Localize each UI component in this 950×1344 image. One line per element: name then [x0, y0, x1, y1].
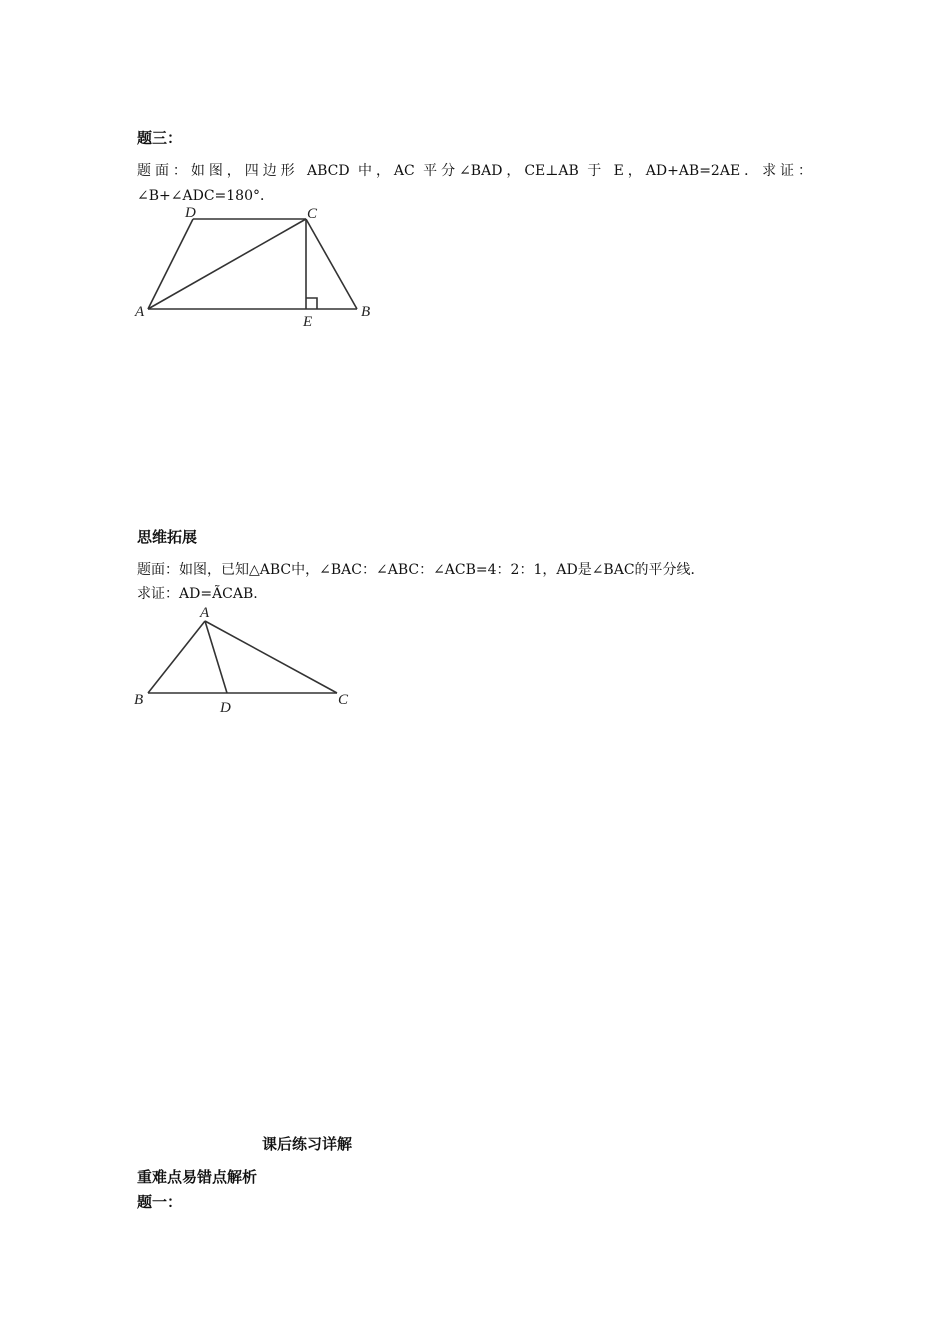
right-angle-mark [306, 298, 317, 309]
label-B: B [361, 304, 371, 320]
label-D: D [220, 700, 231, 716]
quadrilateral-figure [125, 200, 385, 330]
extension-text-line2: 求证：AD=ÃCAB. [137, 586, 258, 602]
problem3-text-line1: 题面：如图，四边形 ABCD 中，AC 平分∠BAD，CE⊥AB 于 E，AD+AB=2AE．求证： [137, 163, 812, 179]
segment-AC [205, 621, 337, 693]
label-A: A [200, 605, 210, 621]
label-B: B [134, 692, 144, 708]
label-C: C [338, 692, 349, 708]
label-E: E [303, 314, 313, 330]
triangle-figure [125, 600, 365, 720]
problem3-heading: 题三： [137, 129, 183, 147]
segment-AB [148, 621, 205, 693]
extension-text-line1: 题面：如图，已知△ABC中，∠BAC：∠ABC：∠ACB=4：2：1，AD是∠BAC的平分线． [137, 562, 705, 578]
extension-heading: 思维拓展 [137, 528, 198, 546]
segment-AC [148, 219, 306, 309]
label-D: D [185, 205, 196, 221]
section-title: 课后练习详解 [262, 1135, 353, 1153]
segment-CB [306, 219, 357, 309]
problem3-text-line2: ∠B+∠ADC=180°． [137, 188, 274, 204]
section-subtitle: 重难点易错点解析 [137, 1168, 258, 1186]
label-C: C [307, 206, 318, 222]
label-A: A [135, 304, 145, 320]
section-item-heading: 题一： [137, 1193, 183, 1211]
